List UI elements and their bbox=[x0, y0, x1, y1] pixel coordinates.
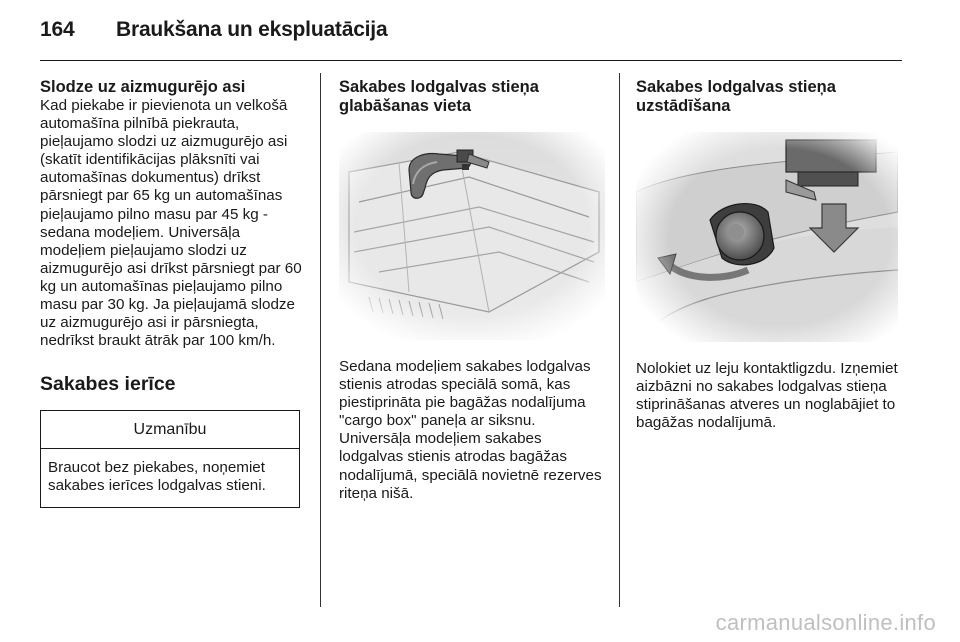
column-divider bbox=[619, 73, 620, 607]
header-rule bbox=[40, 60, 902, 61]
towbar-storage-illustration bbox=[339, 132, 605, 340]
page-header bbox=[40, 18, 387, 42]
storage-heading: Sakabes lodgalvas stieņa glabāšanas vieta bbox=[339, 78, 539, 115]
rear-axle-load-text: Kad piekabe ir pievienota un velkošā automašīna pilnībā piekrauta, pieļaujamo slodzi uz aizmugurējo asi (skatīt identifikācijas plāksnīti vai automašīnas dokumentus) drīkst pārsniegt par 65 kg un automašīnas pieļaujamo pilno masu par 45 kg - sedana modeļiem. Universāļa modeļiem pieļaujamo slodzi uz aizmugurējo asi drīkst pārsniegt par 60 kg un automašīnas pieļaujamo pilno masu par 30 kg. Ja pieļaujamā slodze uz aizmugurējo asi ir pārsniegta, nedrīkst braukt ātrāk par 100 km/h. bbox=[40, 97, 302, 350]
rear-axle-load-heading: Slodze uz aizmugurējo asi bbox=[40, 78, 246, 96]
page-number: 164 bbox=[40, 18, 75, 41]
warning-text: Braucot bez piekabes, noņemiet sakabes ierīces lodgalvas stieni. bbox=[48, 459, 266, 495]
towing-device-section-title: Sakabes ierīce bbox=[40, 373, 176, 396]
warning-box bbox=[40, 410, 300, 507]
chapter-title: Braukšana un ekspluatācija bbox=[116, 18, 388, 41]
column-divider bbox=[320, 73, 321, 607]
right-column bbox=[636, 78, 902, 432]
towbar-installation-illustration bbox=[636, 132, 898, 342]
storage-caption: Sedana modeļiem sakabes lodgalvas stienis atrodas speciālā somā, kas piestiprināta pie bagāžas nodalījuma "cargo box" paneļa ar siksnu. Universāļa modeļiem sakabes lodgalvas stienis atrodas bagāžas nodalījumā, speciālā novietnē rezerves riteņa nišā. bbox=[339, 358, 602, 502]
installation-heading: Sakabes lodgalvas stieņa uzstādīšana bbox=[636, 78, 836, 115]
installation-caption: Nolokiet uz leju kontaktligzdu. Izņemiet aizbāzni no sakabes lodgalvas stieņa stiprināšanas atveres un noglabājiet to bagāžas nodalījumā. bbox=[636, 360, 898, 432]
left-column bbox=[40, 78, 306, 508]
middle-column bbox=[339, 78, 607, 503]
watermark: carmanualsonline.info bbox=[715, 610, 936, 635]
warning-title: Uzmanību bbox=[41, 411, 299, 449]
